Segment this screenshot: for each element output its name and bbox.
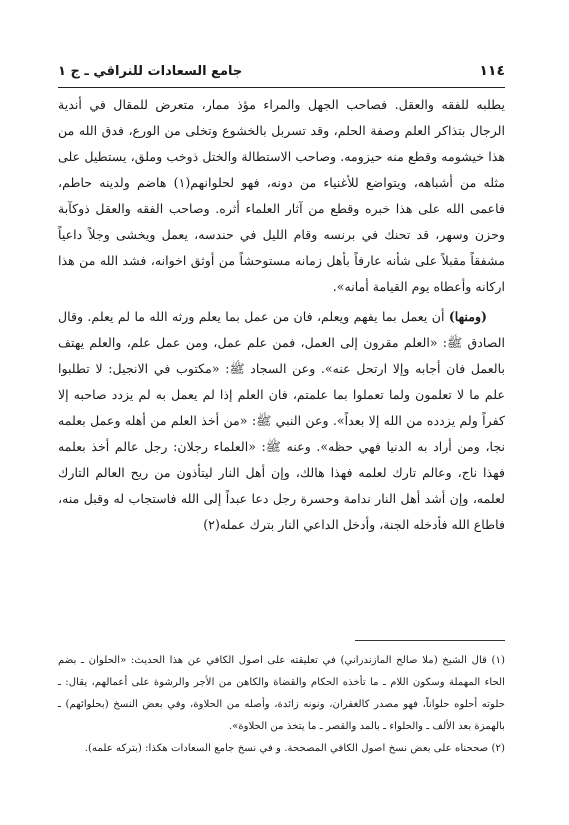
footnote: (١) قال الشيخ (ملا صالح المازندراني) في تعليقته على اصول الكافي عن هذا الحديث: «الحلوان ـ بضم الحاء المهملة وسكون اللام ـ ما تأخذه الحكام والقضاة والكاهن من الأجر والرشوة على أعمالهم، يقال: ـ حلوته أحلوه حلواناً، فهو مصدر كالغفران، ونونه زائدة، وأصله من الحلاوة، وفي بعض النسخ (بحلوائهم) ـ بالهمزة بعد الألف ـ والحلواء ـ بالمد والقصر ـ ما يتخذ من الحلاوة». — [58, 655, 505, 732]
footnote: (٢) صححناه على بعض نسخ اصول الكافي المصححة. و في نسخ جامع السعادات هكذا: (بتركه علمه). — [84, 743, 505, 754]
footnote-divider — [355, 640, 505, 641]
page-number: ١١٤ — [479, 63, 505, 79]
paragraph: يطلبه للفقه والعقل. فصاحب الجهل والمراء مؤذ ممار، متعرض للمقال في أندية الرجال بتذاكر العلم وصفة الحلم، وقد تسربل بالخشوع وتخلى من الورع، فدق الله من هذا خيشومه وقطع منه حيزومه. وصاحب الاستطالة والختل ذوخب وملق، يستطيل على مثله من أشباهه، ويتواضع للأغنياء من دونه، فهو لحلوانهم(١) هاضم ولدينه حاطم، فاعمى الله على هذا خبره وقطع من آثار العلماء أثره. وصاحب الفقه والعقل ذوكآبة وحزن وسهر، قد تحنك في برنسه وقام الليل في حندسه، يعمل ويخشى وجلاً داعياً مشفقاً مقبلاً على شأنه عارفاً بأهل زمانه مستوحشاً من أوثق اخوانه، فشد الله من هذا اركانه وأعطاه يوم القيامة أمانه». — [58, 97, 505, 294]
paragraph — [58, 304, 505, 538]
paragraph-lead: (ومنها) — [448, 309, 487, 324]
footnotes — [58, 650, 505, 760]
running-title: جامع السعادات للنراقي ـ ج ١ — [58, 63, 243, 79]
paragraph-text: أن يعمل بما يفهم ويعلم، فان من عمل بما يعلم ورثه الله ما لم يعلم. وقال الصادق ﷺ: «العلم مقرون إلى العمل، فمن علم عمل، ومن عمل علم، والعلم يهتف بالعمل فان أجابه وإلا ارتحل عنه». وعن السجاد ﷺ: «مكتوب في الانجيل: لا تطلبوا علم ما لا تعلمون ولما تعملوا بما علمتم، فان العلم إذا لم يعمل به لم يزدد صاحبه إلا كفراً ولم يزدده من الله إلا بعداً». وعن النبي ﷺ: «من أخذ العلم من أهله وعمل بعلمه نجا، ومن أراد به الدنيا فهي حظه». وعنه ﷺ: «العلماء رجلان: رجل عالم أخذ بعلمه فهذا ناج، وعالم تارك لعلمه فهذا هالك، وإن أهل النار ليتأذون من ريح العالم التارك لعلمه، وإن أشد أهل النار ندامة وحسرة رجل دعا عبداً إلى الله فاستجاب له وقبل منه، فاطاع الله فأدخله الجنة، وأدخل الداعي النار بترك عمله(٢) — [58, 309, 505, 532]
page-header — [58, 58, 505, 84]
header-divider — [58, 87, 505, 88]
main-text — [58, 92, 505, 542]
